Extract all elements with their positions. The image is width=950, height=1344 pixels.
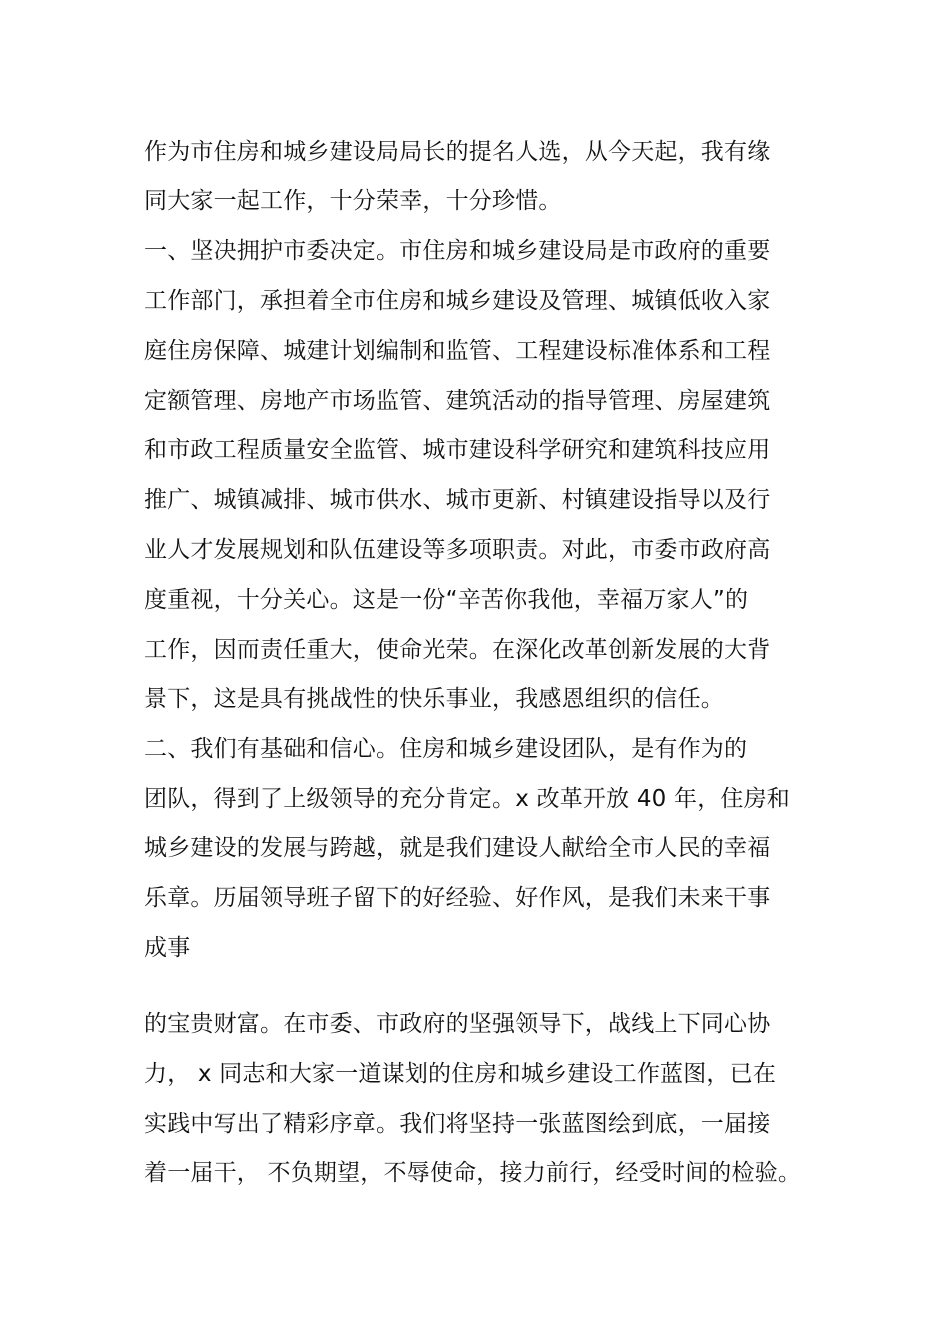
text-line: 的宝贵财富。在市委、市政府的坚强领导下，战线上下同心协 bbox=[144, 1011, 771, 1037]
text-line: 和市政工程质量安全监管、城市建设科学研究和建筑科技应用 bbox=[144, 437, 771, 463]
text-line: 景下，这是具有挑战性的快乐事业，我感恩组织的信任。 bbox=[144, 686, 724, 712]
text-line: 业人才发展规划和队伍建设等多项职责。对此，市委市政府高 bbox=[144, 537, 771, 563]
text-line: 作为市住房和城乡建设局局长的提名人选，从今天起，我有缘 bbox=[144, 139, 771, 165]
text-line: 二、我们有基础和信心。住房和城乡建设团队，是有作为的 bbox=[144, 736, 748, 762]
text-line: 力， x 同志和大家一道谋划的住房和城乡建设工作蓝图，已在 bbox=[144, 1061, 777, 1087]
text-line: 工作，因而责任重大，使命光荣。在深化改革创新发展的大背 bbox=[144, 637, 771, 663]
text-line: 一、坚决拥护市委决定。市住房和城乡建设局是市政府的重要 bbox=[144, 238, 771, 264]
text-line: 推广、城镇减排、城市供水、城市更新、村镇建设指导以及行 bbox=[144, 487, 771, 513]
text-line: 度重视，十分关心。这是一份“辛苦你我他，幸福万家人”的 bbox=[144, 587, 749, 613]
text-line: 城乡建设的发展与跨越，就是我们建设人献给全市人民的幸福 bbox=[144, 835, 771, 861]
text-line: 团队，得到了上级领导的充分肯定。x 改革开放 40 年，住房和 bbox=[144, 786, 791, 812]
text-line: 庭住房保障、城建计划编制和监管、工程建设标准体系和工程 bbox=[144, 338, 771, 364]
text-line: 工作部门，承担着全市住房和城乡建设及管理、城镇低收入家 bbox=[144, 288, 771, 314]
text-line: 着一届干， 不负期望，不辱使命，接力前行，经受时间的检验。 bbox=[144, 1160, 802, 1186]
text-line: 成事 bbox=[144, 935, 191, 961]
text-line: 实践中写出了精彩序章。我们将坚持一张蓝图绘到底，一届接 bbox=[144, 1111, 771, 1137]
text-line: 乐章。历届领导班子留下的好经验、好作风，是我们未来干事 bbox=[144, 885, 771, 911]
text-line: 定额管理、房地产市场监管、建筑活动的指导管理、房屋建筑 bbox=[144, 388, 771, 414]
text-line: 同大家一起工作，十分荣幸，十分珍惜。 bbox=[144, 188, 562, 214]
